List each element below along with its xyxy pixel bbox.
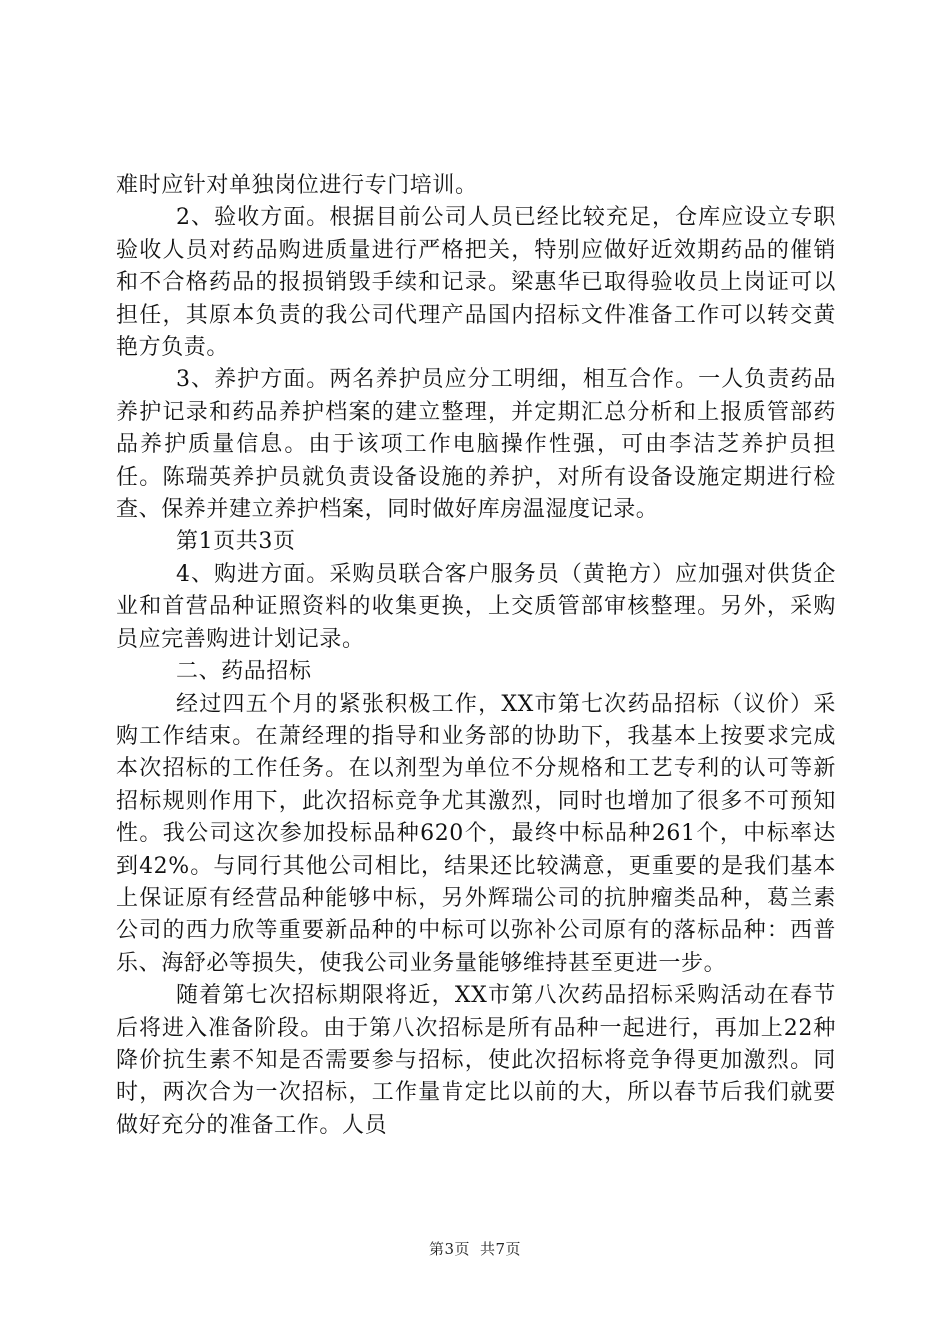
paragraph: 随着第七次招标期限将近，XX市第八次药品招标采购活动在春节后将进入准备阶段。由于第八次招标是所有品种一起进行，再加上22种降价抗生素不知是否需要参与招标，使此次招标将竞争得更加激烈。同时，两次合为一次招标，工作量肯定比以前的大，所以春节后我们就要做好充分的准备工作。人员 xyxy=(116,983,836,1138)
paragraph: 2、验收方面。根据目前公司人员已经比较充足，仓库应设立专职验收人员对药品购进质量进行严格把关，特别应做好近效期药品的催销和不合格药品的报损销毁手续和记录。梁惠华已取得验收员上岗证可以担任，其原本负责的我公司代理产品国内招标文件准备工作可以转交黄艳方负责。 xyxy=(116,205,836,361)
page-total: 共7页 xyxy=(480,1240,522,1258)
paragraph: 4、购进方面。采购员联合客户服务员（黄艳方）应加强对供货企业和首营品种证照资料的收集更换，上交质管部审核整理。另外，采购员应完善购进计划记录。 xyxy=(116,561,836,652)
paragraph: 经过四五个月的紧张积极工作，XX市第七次药品招标（议价）采购工作结束。在萧经理的指导和业务部的协助下，我基本上按要求完成本次招标的工作任务。在以剂型为单位不分规格和工艺专利的认可等新招标规则作用下，此次招标竞争尤其激烈，同时也增加了很多不可预知性。我公司这次参加投标品种620个，最终中标品种261个，中标率达到42%。与同行其他公司相比，结果还比较满意，更重要的是我们基本上保证原有经营品种能够中标，另外辉瑞公司的抗肿瘤类品种，葛兰素公司的西力欣等重要新品种的中标可以弥补公司原有的落标品种：西普乐、海舒必等损失，使我公司业务量能够维持甚至更进一步。 xyxy=(116,691,836,976)
paragraph: 难时应针对单独岗位进行专门培训。 xyxy=(116,173,478,198)
page-footer xyxy=(0,1238,950,1259)
inline-page-marker: 第1页共3页 xyxy=(176,529,296,555)
paragraph: 3、养护方面。两名养护员应分工明细，相互合作。一人负责药品养护记录和药品养护档案的建立整理，并定期汇总分析和上报质管部药品养护质量信息。由于该项工作电脑操作性强，可由李洁芝养护员担任。陈瑞英养护员就负责设备设施的养护，对所有设备设施定期进行检查、保养并建立养护档案，同时做好库房温湿度记录。 xyxy=(116,367,836,523)
page-number: 第3页 xyxy=(428,1240,470,1258)
section-heading: 二、药品招标 xyxy=(176,659,312,685)
document-body xyxy=(116,170,836,1142)
